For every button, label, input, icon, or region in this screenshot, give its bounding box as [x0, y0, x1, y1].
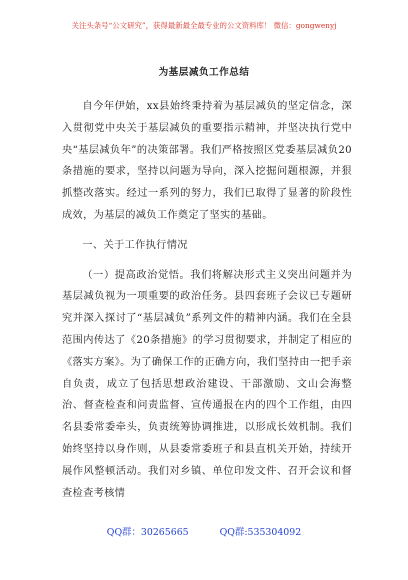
paragraph-political-awareness: （一）提高政治觉悟。我们将解决形式主义突出问题并为基层减负视为一项重要的政治任务。县四套班子会议已专题研究并深入探讨了“基层减负”系列文件的精神内涵。我们在全县范围内传达了《20条措施》的学习贯彻要求，并制定了相应的《落实方案》。为了确保工作的正确方向，我们坚持由一把手亲自负责，成立了包括思想政治建设、干部激励、文山会海整治、督查检查和问责监督、宣传通报在内的四个工作组，由四名县委常委牵头，负责统筹协调推进，以形成长效机制。我们始终坚持以身作则，从县委常委班子和县直机关开始，持续开展作风整顿活动。我们对乡镇、单位印发文件、召开会议和督查检查考核情: [62, 269, 352, 499]
footer-qq-group-2: QQ群:535304092: [219, 527, 302, 538]
paragraph-intro: 自今年伊始，xx县始终秉持着为基层减负的坚定信念，深入贯彻党中央关于基层减负的重要指示精神，并坚决执行党中央“基层减负年”的决策部署。我们严格按照区党委基层减负20条措施的要求，坚持以问题为导向，深入挖掘问题根源，并狠抓整改落实。经过一系列的努力，我们已取得了显著的阶段性成效，为基层的减负工作奠定了坚实的基础。: [62, 101, 352, 221]
top-banner: 关注头条号“公文研究”，获得最新最全最专业的公文资料库！ 微信：gongwenyj: [71, 21, 337, 30]
footer-qq-group-1: QQ群：30265665: [106, 527, 189, 538]
section-heading: 一、关于工作执行情况: [82, 239, 188, 251]
document-title: 为基层减负工作总结: [158, 67, 250, 78]
document-body: [62, 96, 352, 504]
footer: [0, 527, 408, 539]
